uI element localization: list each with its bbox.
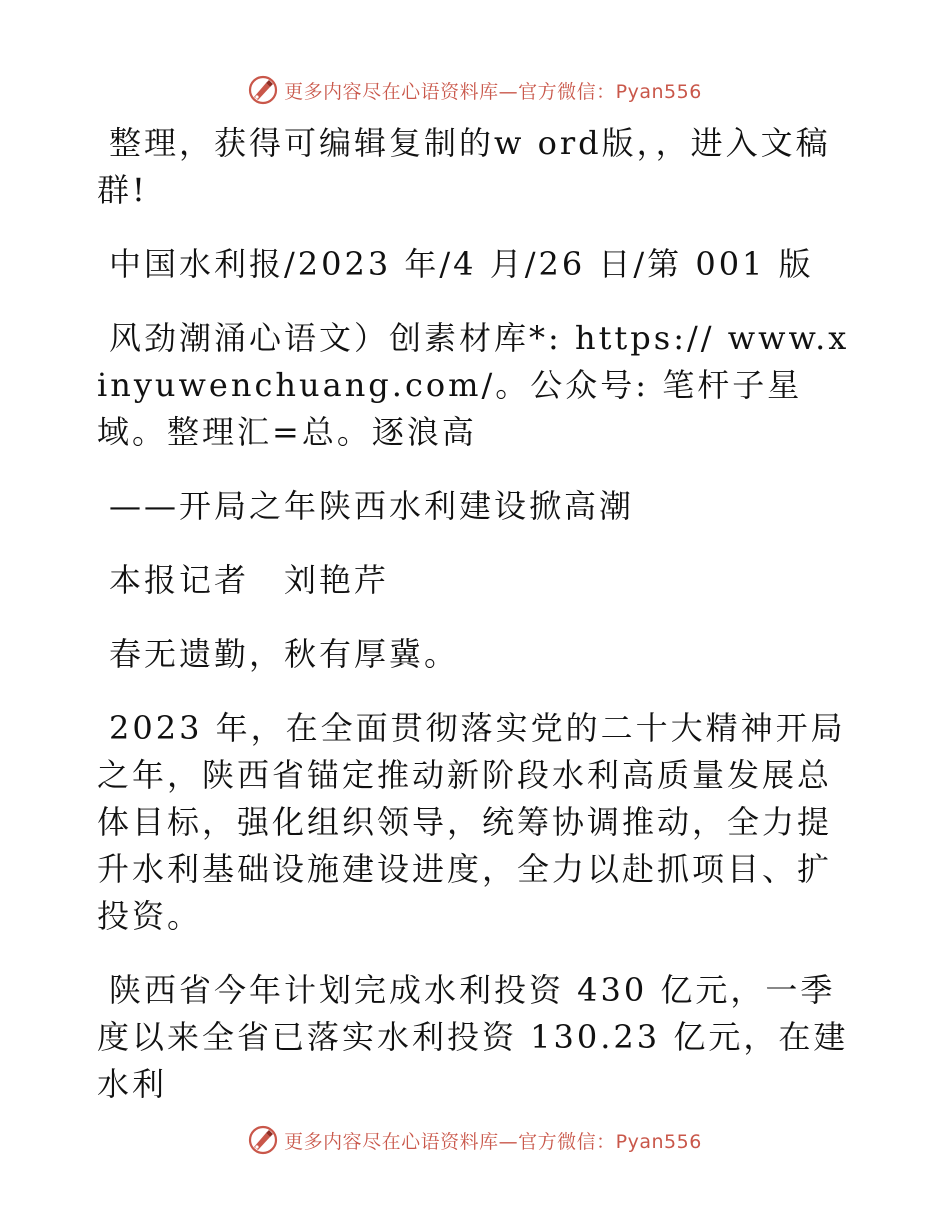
footer-watermark xyxy=(0,1120,950,1160)
paragraph-headline: 风劲潮涌心语文）创素材库*: https:// www.xinyuwenchuang.com/。公众号: 笔杆子星域。整理汇=总。逐浪高 xyxy=(97,319,850,451)
paragraph-byline: 本报记者 刘艳芹 xyxy=(109,561,390,599)
paragraph-lead: 春无遗勤，秋有厚冀。 xyxy=(109,635,460,673)
pen-logo-icon xyxy=(248,75,278,105)
paragraph-body-2: 陕西省今年计划完成水利投资 430 亿元，一季度以来全省已落实水利投资 130.23 亿元，在建水利 xyxy=(97,971,849,1103)
pen-logo-icon xyxy=(248,1125,278,1155)
watermark-text: 更多内容尽在心语资料库—官方微信：Pyan556 xyxy=(284,80,702,103)
document-body xyxy=(97,120,857,1135)
paragraph-source: 中国水利报/2023 年/4 月/26 日/第 001 版 xyxy=(109,245,814,283)
paragraph-subheadline: ——开局之年陕西水利建设掀高潮 xyxy=(109,487,635,525)
header-watermark xyxy=(0,70,950,110)
paragraph-intro: 整理，获得可编辑复制的w ord版，，进入文稿群! xyxy=(97,124,831,209)
paragraph-body-1: 2023 年，在全面贯彻落实党的二十大精神开局之年，陕西省锚定推动新阶段水利高质量发展总体目标，强化组织领导，统筹协调推动，全力提升水利基础设施建设进度，全力以赴抓项目、扩投资。 xyxy=(97,709,846,935)
watermark-text: 更多内容尽在心语资料库—官方微信：Pyan556 xyxy=(284,1130,702,1153)
